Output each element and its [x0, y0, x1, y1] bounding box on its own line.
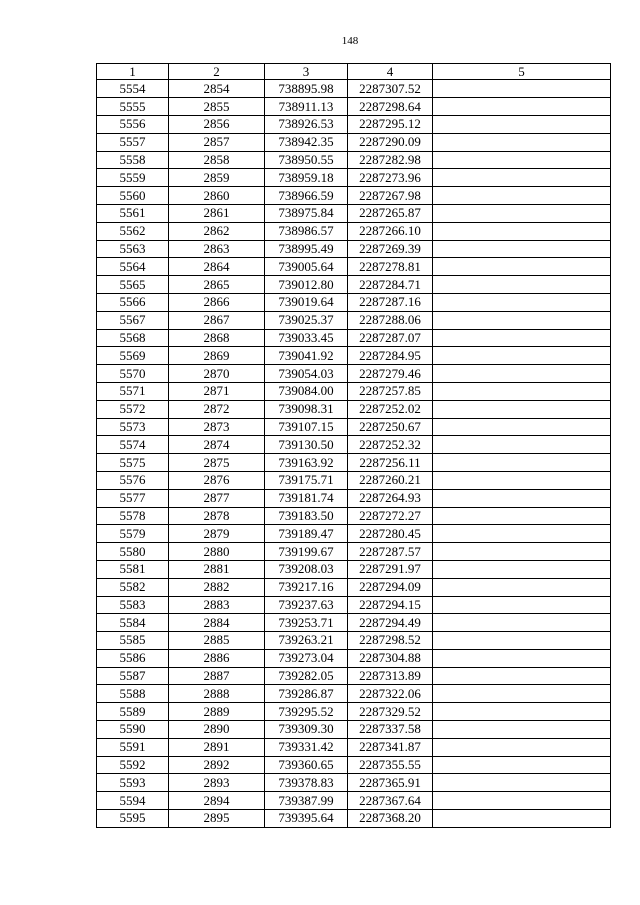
table-row: [97, 614, 611, 632]
table-cell-col-1: 5581: [97, 560, 169, 578]
table-row: [97, 543, 611, 561]
table-cell-col-4: 2287322.06: [348, 685, 433, 703]
table-cell-col-1: 5562: [97, 222, 169, 240]
table-cell-col-5: [433, 365, 611, 383]
table-cell-col-3: 739217.16: [265, 578, 348, 596]
coordinates-table: [96, 63, 611, 828]
table-cell-col-3: 738995.49: [265, 240, 348, 258]
table-row: [97, 649, 611, 667]
table-cell-col-3: 738959.18: [265, 169, 348, 187]
table-cell-col-2: 2888: [169, 685, 265, 703]
table-row: [97, 365, 611, 383]
table-cell-col-1: 5573: [97, 418, 169, 436]
table-cell-col-2: 2875: [169, 454, 265, 472]
table-cell-col-5: [433, 293, 611, 311]
table-cell-col-1: 5555: [97, 98, 169, 116]
table-cell-col-3: 739033.45: [265, 329, 348, 347]
table-cell-col-4: 2287298.52: [348, 632, 433, 650]
table-cell-col-1: 5575: [97, 454, 169, 472]
table-cell-col-5: [433, 774, 611, 792]
table-row: [97, 685, 611, 703]
table-cell-col-1: 5593: [97, 774, 169, 792]
table-cell-col-2: 2865: [169, 276, 265, 294]
table-row: [97, 792, 611, 810]
table-cell-col-2: 2879: [169, 525, 265, 543]
table-row: [97, 471, 611, 489]
table-cell-col-5: [433, 98, 611, 116]
table-cell-col-4: 2287267.98: [348, 187, 433, 205]
table-cell-col-5: [433, 525, 611, 543]
table-cell-col-4: 2287294.09: [348, 578, 433, 596]
table-cell-col-3: 739005.64: [265, 258, 348, 276]
table-cell-col-4: 2287250.67: [348, 418, 433, 436]
table-cell-col-5: [433, 685, 611, 703]
table-cell-col-5: [433, 329, 611, 347]
table-cell-col-2: 2889: [169, 703, 265, 721]
table-cell-col-4: 2287294.49: [348, 614, 433, 632]
table-cell-col-3: 739273.04: [265, 649, 348, 667]
table-cell-col-2: 2881: [169, 560, 265, 578]
table-cell-col-1: 5563: [97, 240, 169, 258]
table-cell-col-5: [433, 347, 611, 365]
table-cell-col-1: 5567: [97, 311, 169, 329]
column-header-3: 3: [265, 64, 348, 80]
table-cell-col-5: [433, 471, 611, 489]
table-row: [97, 436, 611, 454]
header-row: [97, 64, 611, 80]
table-cell-col-4: 2287272.27: [348, 507, 433, 525]
table-cell-col-1: 5559: [97, 169, 169, 187]
table-cell-col-1: 5566: [97, 293, 169, 311]
table-cell-col-5: [433, 151, 611, 169]
table-cell-col-1: 5576: [97, 471, 169, 489]
table-cell-col-1: 5584: [97, 614, 169, 632]
table-cell-col-4: 2287280.45: [348, 525, 433, 543]
table-cell-col-2: 2878: [169, 507, 265, 525]
table-cell-col-5: [433, 632, 611, 650]
table-cell-col-3: 738895.98: [265, 80, 348, 98]
table-cell-col-3: 738986.57: [265, 222, 348, 240]
table-cell-col-2: 2891: [169, 738, 265, 756]
table-row: [97, 632, 611, 650]
table-row: [97, 738, 611, 756]
table-cell-col-4: 2287284.71: [348, 276, 433, 294]
table-cell-col-1: 5577: [97, 489, 169, 507]
table-row: [97, 258, 611, 276]
table-cell-col-4: 2287304.88: [348, 649, 433, 667]
table-cell-col-2: 2858: [169, 151, 265, 169]
table-cell-col-2: 2893: [169, 774, 265, 792]
table-cell-col-1: 5583: [97, 596, 169, 614]
table-cell-col-3: 739237.63: [265, 596, 348, 614]
table-row: [97, 703, 611, 721]
table-cell-col-5: [433, 792, 611, 810]
table-cell-col-3: 739309.30: [265, 721, 348, 739]
table-cell-col-4: 2287282.98: [348, 151, 433, 169]
table-cell-col-4: 2287355.55: [348, 756, 433, 774]
table-cell-col-1: 5592: [97, 756, 169, 774]
table-cell-col-4: 2287284.95: [348, 347, 433, 365]
table-cell-col-5: [433, 258, 611, 276]
table-cell-col-5: [433, 738, 611, 756]
table-cell-col-1: 5565: [97, 276, 169, 294]
table-cell-col-3: 738926.53: [265, 115, 348, 133]
table-cell-col-5: [433, 222, 611, 240]
table-row: [97, 347, 611, 365]
table-cell-col-2: 2861: [169, 204, 265, 222]
table-cell-col-5: [433, 240, 611, 258]
table-cell-col-2: 2860: [169, 187, 265, 205]
table-cell-col-2: 2874: [169, 436, 265, 454]
table-cell-col-5: [433, 667, 611, 685]
table-cell-col-4: 2287264.93: [348, 489, 433, 507]
table-row: [97, 329, 611, 347]
table-cell-col-2: 2866: [169, 293, 265, 311]
table-cell-col-5: [433, 311, 611, 329]
table-cell-col-2: 2886: [169, 649, 265, 667]
table-cell-col-1: 5564: [97, 258, 169, 276]
table-cell-col-3: 739098.31: [265, 400, 348, 418]
table-cell-col-5: [433, 596, 611, 614]
table-cell-col-5: [433, 507, 611, 525]
table-row: [97, 774, 611, 792]
table-row: [97, 222, 611, 240]
table-cell-col-3: 739175.71: [265, 471, 348, 489]
table-cell-col-1: 5580: [97, 543, 169, 561]
table-row: [97, 276, 611, 294]
table-cell-col-3: 738950.55: [265, 151, 348, 169]
table-cell-col-4: 2287265.87: [348, 204, 433, 222]
table-cell-col-5: [433, 703, 611, 721]
table-row: [97, 400, 611, 418]
table-cell-col-4: 2287273.96: [348, 169, 433, 187]
table-row: [97, 454, 611, 472]
table-cell-col-1: 5560: [97, 187, 169, 205]
table-cell-col-3: 739025.37: [265, 311, 348, 329]
table-cell-col-4: 2287287.57: [348, 543, 433, 561]
table-row: [97, 115, 611, 133]
table-cell-col-5: [433, 276, 611, 294]
table-row: [97, 311, 611, 329]
table-cell-col-3: 739387.99: [265, 792, 348, 810]
table-cell-col-4: 2287269.39: [348, 240, 433, 258]
table-cell-col-4: 2287279.46: [348, 365, 433, 383]
table-row: [97, 578, 611, 596]
table-row: [97, 525, 611, 543]
table-cell-col-2: 2870: [169, 365, 265, 383]
table-row: [97, 293, 611, 311]
table-cell-col-3: 739208.03: [265, 560, 348, 578]
table-cell-col-2: 2883: [169, 596, 265, 614]
table-cell-col-4: 2287294.15: [348, 596, 433, 614]
table-cell-col-1: 5568: [97, 329, 169, 347]
table-cell-col-5: [433, 418, 611, 436]
table-cell-col-1: 5579: [97, 525, 169, 543]
table-cell-col-5: [433, 115, 611, 133]
table-cell-col-3: 739084.00: [265, 382, 348, 400]
table-cell-col-5: [433, 614, 611, 632]
table-row: [97, 98, 611, 116]
table-cell-col-3: 739130.50: [265, 436, 348, 454]
table-cell-col-3: 739295.52: [265, 703, 348, 721]
table-cell-col-3: 739378.83: [265, 774, 348, 792]
table-cell-col-5: [433, 454, 611, 472]
table-row: [97, 169, 611, 187]
table-cell-col-4: 2287290.09: [348, 133, 433, 151]
table-cell-col-1: 5590: [97, 721, 169, 739]
table-cell-col-2: 2887: [169, 667, 265, 685]
table-cell-col-2: 2880: [169, 543, 265, 561]
table-cell-col-3: 739012.80: [265, 276, 348, 294]
table-cell-col-1: 5574: [97, 436, 169, 454]
table-cell-col-2: 2867: [169, 311, 265, 329]
table-row: [97, 418, 611, 436]
table-cell-col-1: 5589: [97, 703, 169, 721]
table-row: [97, 667, 611, 685]
table-cell-col-4: 2287252.02: [348, 400, 433, 418]
table-row: [97, 80, 611, 98]
table-cell-col-4: 2287278.81: [348, 258, 433, 276]
table-cell-col-2: 2890: [169, 721, 265, 739]
table-row: [97, 560, 611, 578]
table-cell-col-1: 5557: [97, 133, 169, 151]
table-cell-col-3: 739019.64: [265, 293, 348, 311]
table-cell-col-4: 2287329.52: [348, 703, 433, 721]
table-cell-col-4: 2287367.64: [348, 792, 433, 810]
table-cell-col-2: 2868: [169, 329, 265, 347]
table-cell-col-3: 739360.65: [265, 756, 348, 774]
table-cell-col-4: 2287368.20: [348, 810, 433, 828]
table-header: [97, 64, 611, 80]
page-number: 148: [341, 35, 359, 47]
table-row: [97, 596, 611, 614]
table-cell-col-1: 5585: [97, 632, 169, 650]
table-cell-col-1: 5591: [97, 738, 169, 756]
table-cell-col-1: 5569: [97, 347, 169, 365]
table-cell-col-2: 2859: [169, 169, 265, 187]
table-cell-col-2: 2894: [169, 792, 265, 810]
table-cell-col-2: 2885: [169, 632, 265, 650]
table-row: [97, 810, 611, 828]
table-cell-col-1: 5587: [97, 667, 169, 685]
table-cell-col-4: 2287288.06: [348, 311, 433, 329]
table-row: [97, 204, 611, 222]
table-cell-col-1: 5578: [97, 507, 169, 525]
table-cell-col-2: 2862: [169, 222, 265, 240]
table-cell-col-3: 739041.92: [265, 347, 348, 365]
table-cell-col-2: 2895: [169, 810, 265, 828]
table-row: [97, 133, 611, 151]
table-cell-col-3: 738966.59: [265, 187, 348, 205]
table-cell-col-1: 5556: [97, 115, 169, 133]
column-header-1: 1: [97, 64, 169, 80]
table-cell-col-1: 5586: [97, 649, 169, 667]
table-cell-col-1: 5554: [97, 80, 169, 98]
table-cell-col-5: [433, 382, 611, 400]
table-cell-col-3: 739282.05: [265, 667, 348, 685]
table-cell-col-2: 2869: [169, 347, 265, 365]
table-cell-col-5: [433, 400, 611, 418]
table-cell-col-3: 739054.03: [265, 365, 348, 383]
table-cell-col-4: 2287266.10: [348, 222, 433, 240]
table-cell-col-2: 2854: [169, 80, 265, 98]
table-cell-col-5: [433, 543, 611, 561]
table-cell-col-5: [433, 204, 611, 222]
table-row: [97, 382, 611, 400]
table-cell-col-5: [433, 649, 611, 667]
table-cell-col-4: 2287291.97: [348, 560, 433, 578]
table-cell-col-5: [433, 810, 611, 828]
table-cell-col-3: 739263.21: [265, 632, 348, 650]
table-cell-col-2: 2882: [169, 578, 265, 596]
table-cell-col-5: [433, 578, 611, 596]
table-cell-col-3: 738942.35: [265, 133, 348, 151]
table-cell-col-5: [433, 80, 611, 98]
table-cell-col-1: 5582: [97, 578, 169, 596]
table-row: [97, 489, 611, 507]
table-cell-col-5: [433, 721, 611, 739]
table-cell-col-1: 5561: [97, 204, 169, 222]
table-cell-col-2: 2857: [169, 133, 265, 151]
table-cell-col-5: [433, 756, 611, 774]
table-cell-col-2: 2892: [169, 756, 265, 774]
table-cell-col-3: 739253.71: [265, 614, 348, 632]
table-cell-col-3: 738911.13: [265, 98, 348, 116]
table-cell-col-1: 5595: [97, 810, 169, 828]
table-row: [97, 240, 611, 258]
table-cell-col-4: 2287295.12: [348, 115, 433, 133]
table-cell-col-3: 738975.84: [265, 204, 348, 222]
table-cell-col-3: 739199.67: [265, 543, 348, 561]
table-cell-col-4: 2287257.85: [348, 382, 433, 400]
table-cell-col-5: [433, 436, 611, 454]
table-row: [97, 151, 611, 169]
table-cell-col-3: 739331.42: [265, 738, 348, 756]
table-cell-col-3: 739163.92: [265, 454, 348, 472]
table-body: [97, 80, 611, 827]
table-cell-col-1: 5594: [97, 792, 169, 810]
column-header-4: 4: [348, 64, 433, 80]
table-cell-col-5: [433, 489, 611, 507]
table-cell-col-3: 739189.47: [265, 525, 348, 543]
table-cell-col-3: 739107.15: [265, 418, 348, 436]
table-cell-col-3: 739395.64: [265, 810, 348, 828]
table-cell-col-2: 2873: [169, 418, 265, 436]
table-cell-col-2: 2884: [169, 614, 265, 632]
table-cell-col-5: [433, 169, 611, 187]
table-cell-col-3: 739183.50: [265, 507, 348, 525]
table-row: [97, 507, 611, 525]
table-cell-col-2: 2855: [169, 98, 265, 116]
table-cell-col-4: 2287287.16: [348, 293, 433, 311]
column-header-5: 5: [433, 64, 611, 80]
table-cell-col-4: 2287313.89: [348, 667, 433, 685]
table-cell-col-1: 5572: [97, 400, 169, 418]
table-cell-col-1: 5571: [97, 382, 169, 400]
table-cell-col-4: 2287307.52: [348, 80, 433, 98]
table-cell-col-2: 2871: [169, 382, 265, 400]
table-row: [97, 187, 611, 205]
table-cell-col-5: [433, 187, 611, 205]
table-cell-col-3: 739181.74: [265, 489, 348, 507]
table-cell-col-2: 2863: [169, 240, 265, 258]
table-cell-col-4: 2287252.32: [348, 436, 433, 454]
table-cell-col-1: 5558: [97, 151, 169, 169]
table-row: [97, 721, 611, 739]
table-cell-col-4: 2287337.58: [348, 721, 433, 739]
table-cell-col-4: 2287341.87: [348, 738, 433, 756]
table-cell-col-4: 2287298.64: [348, 98, 433, 116]
table-cell-col-4: 2287260.21: [348, 471, 433, 489]
column-header-2: 2: [169, 64, 265, 80]
table-cell-col-1: 5588: [97, 685, 169, 703]
table-cell-col-5: [433, 560, 611, 578]
table-cell-col-4: 2287365.91: [348, 774, 433, 792]
table-cell-col-2: 2856: [169, 115, 265, 133]
table-cell-col-3: 739286.87: [265, 685, 348, 703]
table-cell-col-2: 2864: [169, 258, 265, 276]
table-cell-col-2: 2877: [169, 489, 265, 507]
table-cell-col-2: 2872: [169, 400, 265, 418]
table-cell-col-1: 5570: [97, 365, 169, 383]
table-cell-col-2: 2876: [169, 471, 265, 489]
table-row: [97, 756, 611, 774]
table-cell-col-4: 2287287.07: [348, 329, 433, 347]
table-cell-col-5: [433, 133, 611, 151]
table-cell-col-4: 2287256.11: [348, 454, 433, 472]
